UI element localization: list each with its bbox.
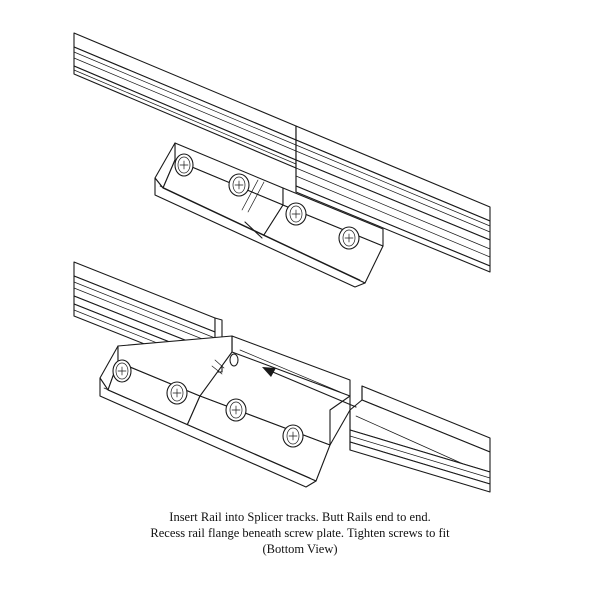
caption-line-2: Recess rail flange beneath screw plate. Tighten screws to fit (150, 526, 450, 540)
splicer-bottom (100, 336, 350, 487)
screw-icon (175, 154, 193, 176)
screw-icon (283, 425, 303, 447)
insert-splice-illustration (74, 262, 490, 492)
screw-icon (113, 360, 131, 382)
screw-icon (226, 399, 246, 421)
screw-icon (167, 382, 187, 404)
caption-line-1: Insert Rail into Splicer tracks. Butt Rails end to end. (169, 510, 431, 524)
caption-line-3: (Bottom View) (262, 542, 338, 556)
screw-icon (339, 227, 359, 249)
right-rail-bottom (350, 386, 490, 492)
screw-icon (286, 203, 306, 225)
screw-icon (229, 174, 249, 196)
